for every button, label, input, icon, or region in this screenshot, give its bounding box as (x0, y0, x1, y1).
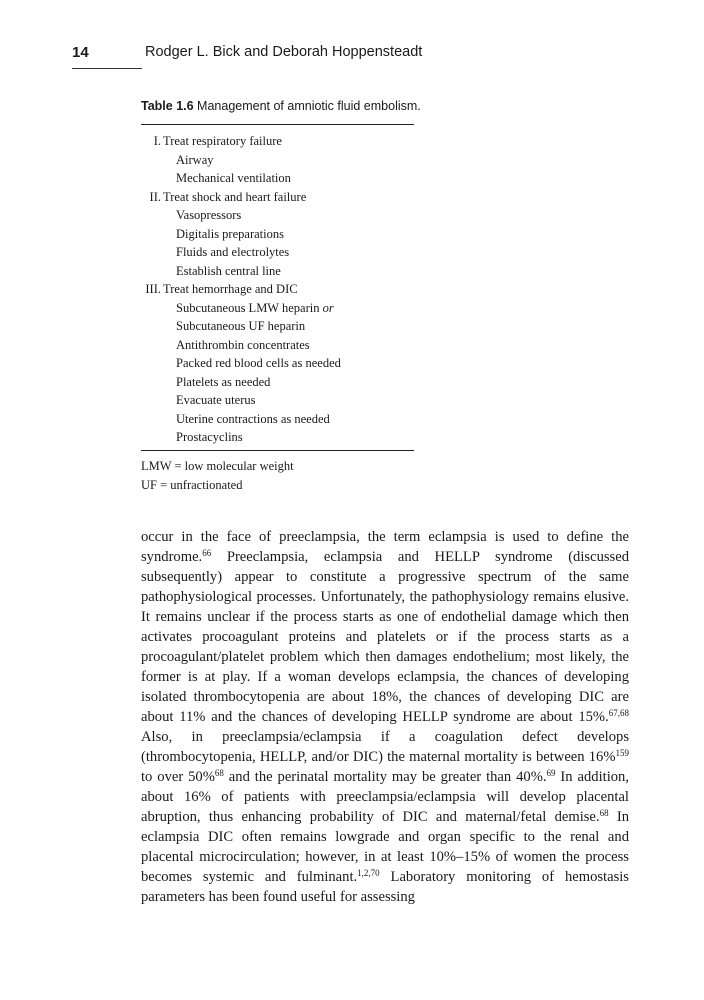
item-label: Fluids and electrolytes (176, 245, 290, 259)
body-text-run: Preeclampsia, eclampsia and HELLP syndrome (discussed subsequently) appear to constitute a progressive spectrum of the same pathophysiological processes. Unfortunately, the pathophysiology remains elusive. It remains unclear if the process starts as one of endothelial damage which then activates procoagulant proteins and platelets or if the process starts as a procoagulant/platelet problem which then damages endothelium; most likely, the former is at play. If a woman develops eclampsia, the chances of developing isolated thrombocytopenia are about 18%, the chances of developing DIC are about 11% and the chances of developing HELLP syndrome are about 15%. (141, 549, 629, 725)
citation: 68 (214, 768, 224, 778)
table-subitem (141, 225, 414, 244)
item-number: II. (149, 189, 161, 204)
item-label: Packed red blood cells as needed (176, 356, 341, 370)
table-subitem (141, 336, 414, 355)
page-header (72, 44, 632, 74)
header-rule (72, 68, 142, 69)
citation: 159 (615, 748, 629, 758)
table-caption (141, 99, 421, 113)
item-label: Vasopressors (176, 208, 242, 222)
table-subitem (141, 317, 414, 336)
table-subitem (141, 373, 414, 392)
running-head: Rodger L. Bick and Deborah Hoppensteadt (145, 44, 423, 60)
table-subitem (141, 151, 414, 170)
body-text-run: In eclampsia DIC often remains lowgrade and organ specific to the renal and placental microcirculation; however, in at least 10%–15% of women the process becomes systemic and fulminant. (141, 809, 630, 885)
table-item (141, 132, 414, 151)
body-text-run: Laboratory monitoring of hemostasis parameters has been found useful for assessing (141, 869, 629, 905)
item-label: Uterine contractions as needed (176, 411, 330, 426)
body-text-run: occur in the face of preeclampsia, the term eclampsia is used to define the syndrome. (141, 529, 629, 565)
item-label: Antithrombin concentrates (176, 337, 310, 352)
table-subitem (141, 206, 414, 225)
citation: 69 (546, 768, 556, 778)
table-item (141, 188, 414, 207)
item-number: I. (153, 134, 161, 148)
item-label: Mechanical ventilation (176, 171, 291, 185)
citation: 66 (202, 548, 212, 558)
table-note: LMW = low molecular weight (141, 459, 294, 473)
item-label: Platelets as needed (176, 374, 271, 389)
citation: 67,68 (608, 708, 629, 718)
item-label: Evacuate uterus (176, 393, 256, 407)
table-caption-label: Table 1.6 (141, 99, 194, 113)
table-subitem (141, 354, 414, 373)
table-subitem (141, 169, 414, 188)
item-label: Subcutaneous UF heparin (176, 319, 306, 333)
citation: 1,2,70 (357, 868, 380, 878)
table-subitem (141, 262, 414, 281)
item-label: Prostacyclins (176, 430, 243, 444)
management-table (141, 124, 414, 451)
table-note: UF = unfractionated (141, 477, 243, 492)
item-number: III. (145, 282, 161, 296)
table-subitem (141, 299, 414, 318)
table-subitem (141, 428, 414, 447)
body-text-run: and the perinatal mortality may be greater than 40%. (223, 769, 547, 785)
table-caption-text: Management of amniotic fluid embolism. (193, 99, 421, 113)
body-text-run: Also, in preeclampsia/eclampsia if a coagulation defect develops (thrombocytopenia, HELLP, and/or DIC) the maternal mortality is between 16% (141, 729, 629, 765)
body-paragraph (141, 527, 629, 907)
table-body (141, 125, 414, 450)
item-label: Digitalis preparations (176, 226, 284, 241)
item-emphasis: or (322, 300, 334, 315)
body-text-run: In addition, about 16% of patients with preeclampsia/eclampsia will develop placental abruption, thus enhancing probability of DIC and maternal/fetal demise. (141, 769, 629, 825)
item-label: Treat hemorrhage and DIC (163, 282, 298, 296)
table-subitem (141, 410, 414, 429)
page-number: 14 (72, 44, 89, 61)
table-subitem (141, 391, 414, 410)
table-item (141, 280, 414, 299)
item-label: Establish central line (176, 263, 281, 278)
body-text-run: to over 50% (141, 769, 215, 785)
item-label: Treat shock and heart failure (163, 189, 307, 204)
item-label: Airway (176, 152, 214, 167)
item-label: Treat respiratory failure (163, 134, 282, 148)
citation: 68 (599, 808, 609, 818)
table-subitem (141, 243, 414, 262)
item-label: Subcutaneous LMW heparin or (176, 300, 334, 315)
table-notes (141, 457, 294, 494)
